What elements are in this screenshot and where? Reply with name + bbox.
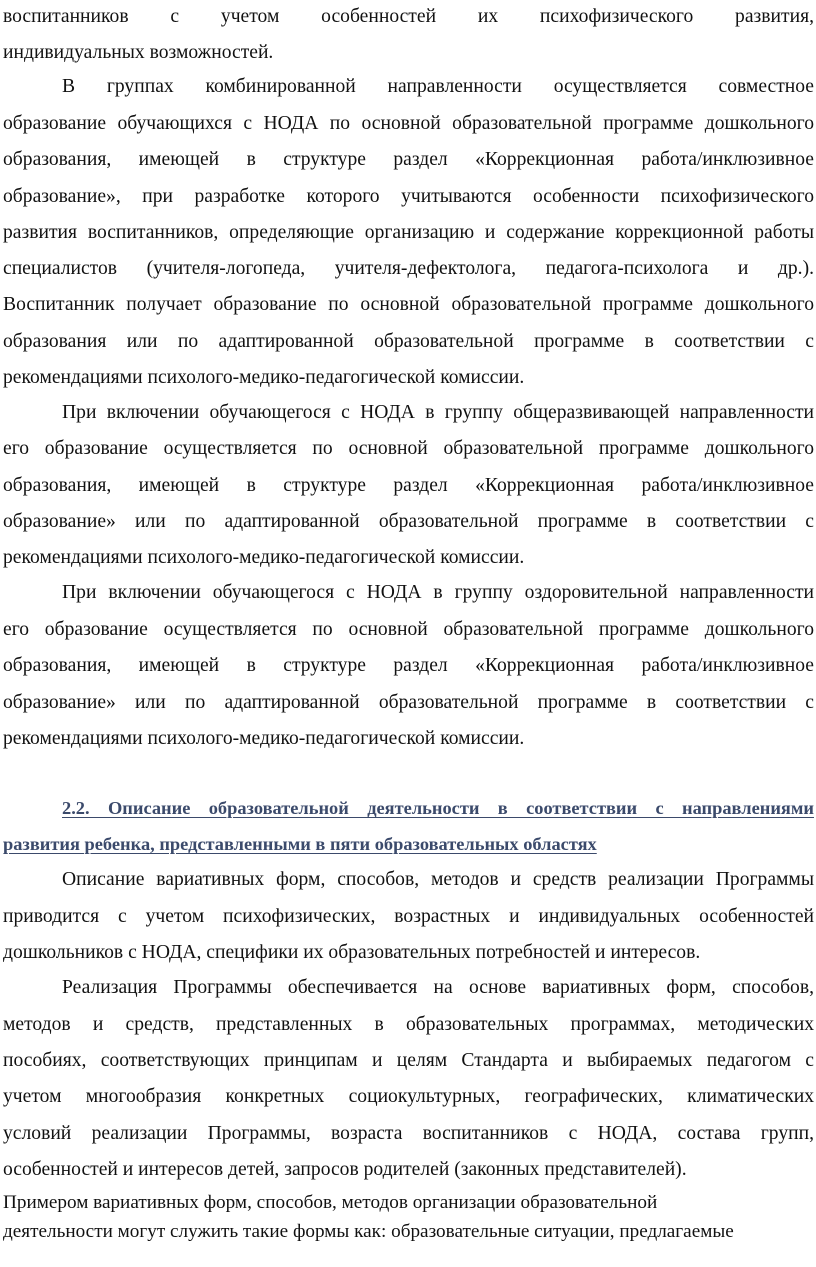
text-line: Реализация Программы обеспечивается на основе вариативных форм, способов, <box>62 977 814 998</box>
text-line: условий реализации Программы, возраста воспитанников с НОДА, состава групп, <box>3 1123 814 1144</box>
text-line: методов и средств, представленных в образовательных программах, методических <box>3 1014 814 1035</box>
text-line: развития воспитанников, определяющие организацию и содержание коррекционной работы <box>3 222 814 243</box>
text-line: В группах комбинированной направленности осуществляется совместное <box>62 76 814 97</box>
text-line: Описание вариативных форм, способов, методов и средств реализации Программы <box>62 869 814 890</box>
text-line: образование» или по адаптированной образовательной программе в соответствии с <box>3 692 814 713</box>
text-line: деятельности могут служить такие формы как: образовательные ситуации, предлагаемые <box>3 1221 734 1242</box>
text-line: особенностей и интересов детей, запросов родителей (законных представителей). <box>3 1159 687 1180</box>
text-line: Примером вариативных форм, способов, методов организации образовательной <box>3 1192 658 1213</box>
text-line: образования, имеющей в структуре раздел «Коррекционная работа/инклюзивное <box>3 149 814 170</box>
section-heading: 2.2. Описание образовательной деятельности в соответствии с направлениями <box>62 798 814 818</box>
text-line: При включении обучающегося с НОДА в группу оздоровительной направленности <box>62 582 814 603</box>
text-line: воспитанников с учетом особенностей их психофизического развития, <box>3 6 814 27</box>
text-line: рекомендациями психолого-медико-педагогической комиссии. <box>3 367 525 388</box>
text-line: образование», при разработке которого учитываются особенности психофизического <box>3 186 814 207</box>
text-line: Воспитанник получает образование по основной образовательной программе дошкольного <box>3 294 814 315</box>
text-line: При включении обучающегося с НОДА в группу общеразвивающей направленности <box>62 402 814 423</box>
text-line: образования или по адаптированной образовательной программе в соответствии с <box>3 331 814 352</box>
text-line: пособиях, соответствующих принципам и целям Стандарта и выбираемых педагогом с <box>3 1050 814 1071</box>
text-line: образования, имеющей в структуре раздел «Коррекционная работа/инклюзивное <box>3 475 814 496</box>
text-line: приводится с учетом психофизических, возрастных и индивидуальных особенностей <box>3 906 814 927</box>
text-line: образования, имеющей в структуре раздел «Коррекционная работа/инклюзивное <box>3 655 814 676</box>
text-line: образование обучающихся с НОДА по основной образовательной программе дошкольного <box>3 113 814 134</box>
text-line: образование» или по адаптированной образовательной программе в соответствии с <box>3 511 814 532</box>
text-line: дошкольников с НОДА, специфики их образовательных потребностей и интересов. <box>3 942 701 963</box>
text-line: учетом многообразия конкретных социокультурных, географических, климатических <box>3 1086 814 1107</box>
text-line: его образование осуществляется по основной образовательной программе дошкольного <box>3 619 814 640</box>
text-line: рекомендациями психолого-медико-педагогической комиссии. <box>3 547 525 568</box>
section-heading: развития ребенка, представленными в пяти образовательных областях <box>3 834 597 854</box>
text-line: специалистов (учителя-логопеда, учителя-дефектолога, педагога-психолога и др.). <box>3 258 814 279</box>
text-line: индивидуальных возможностей. <box>3 42 274 63</box>
text-line: его образование осуществляется по основной образовательной программе дошкольного <box>3 438 814 459</box>
text-line: рекомендациями психолого-медико-педагогической комиссии. <box>3 728 525 749</box>
